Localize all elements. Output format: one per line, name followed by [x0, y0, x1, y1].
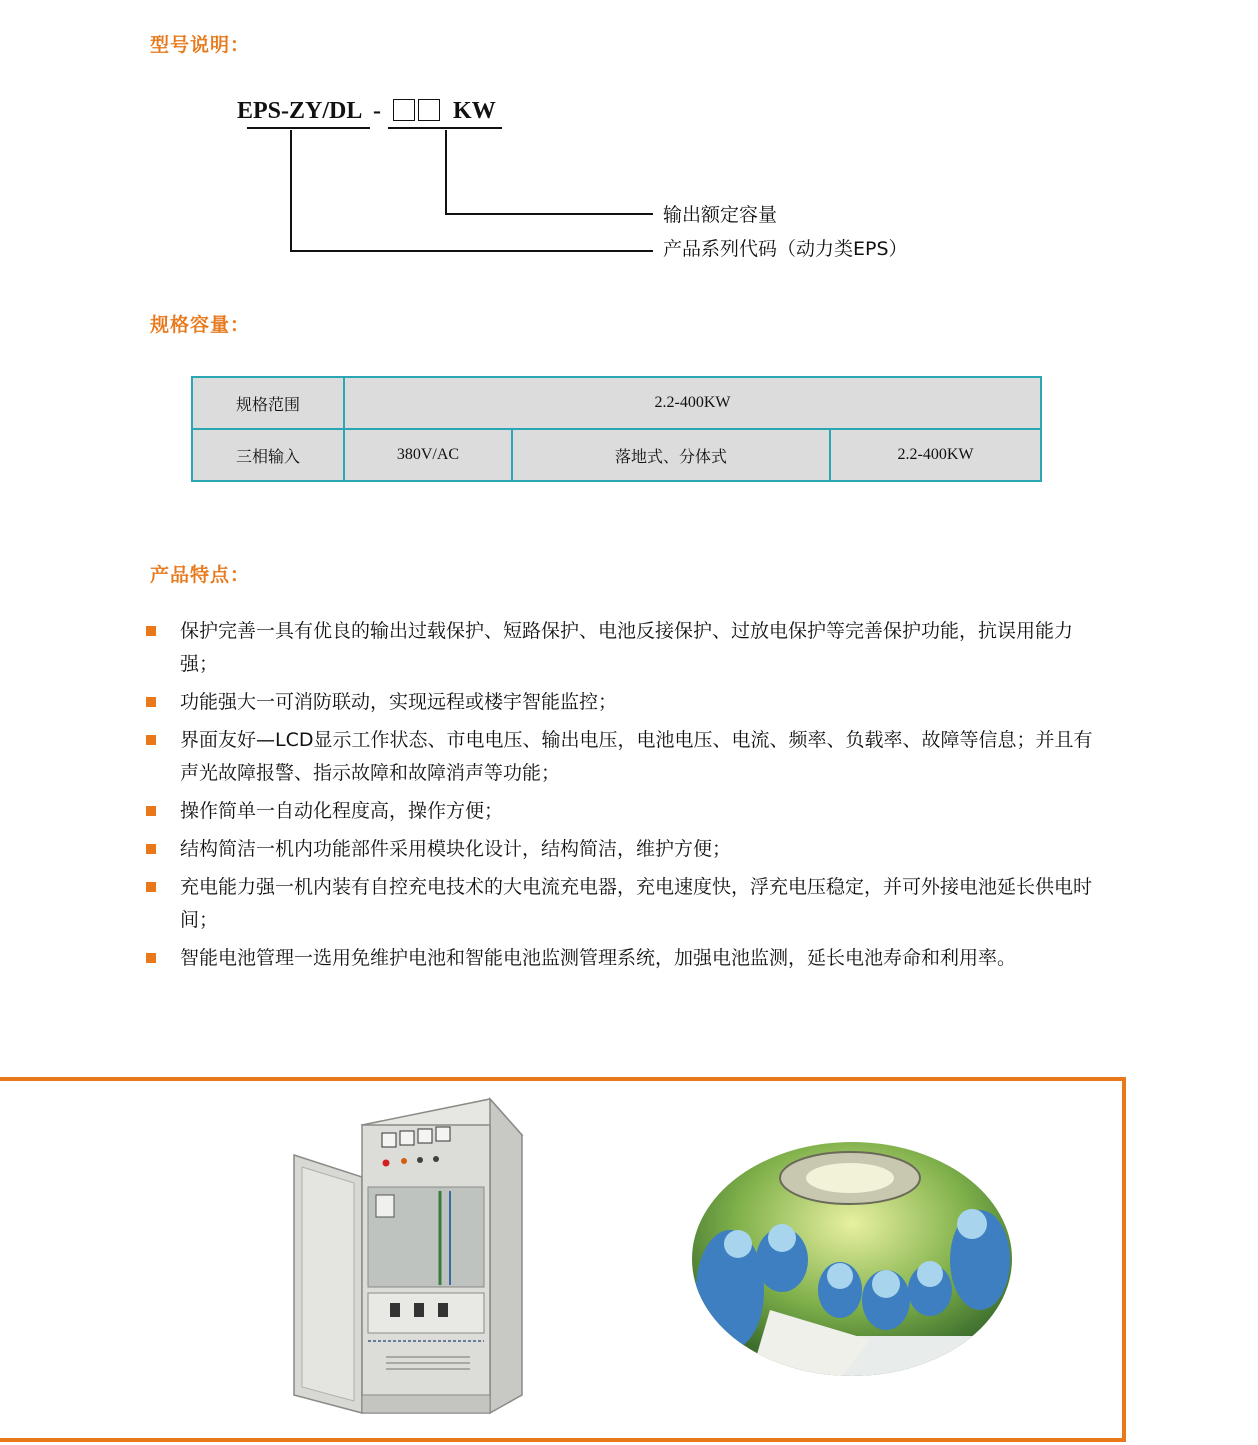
callout-line-series-h: [290, 250, 653, 252]
list-item: 保护完善一具有优良的输出过载保护、短路保护、电池反接保护、过放电保护等完善保护功能，抗误用能力强；: [146, 615, 1106, 681]
code-underline-capacity: [388, 127, 502, 129]
spec-install: 落地式、分体式: [512, 429, 830, 481]
square-bullet-icon: [146, 697, 156, 707]
list-item: 充电能力强一机内装有自控充电技术的大电流充电器，充电速度快，浮充电压稳定，并可外接电池延长供电时间；: [146, 871, 1106, 937]
spec-range-value: 2.2-400KW: [344, 377, 1041, 429]
square-bullet-icon: [146, 882, 156, 892]
spec-phase-label: 三相输入: [192, 429, 344, 481]
model-code-dash: -: [373, 98, 382, 124]
model-code-unit: KW: [453, 98, 496, 124]
list-item: 智能电池管理一选用免维护电池和智能电池监测管理系统，加强电池监测，延长电池寿命和利用率。: [146, 942, 1106, 975]
section-title-features: 产品特点：: [150, 564, 251, 586]
square-bullet-icon: [146, 626, 156, 636]
eps-cabinet-image: [290, 1095, 530, 1415]
square-bullet-icon: [146, 806, 156, 816]
spec-phase-range: 2.2-400KW: [830, 429, 1041, 481]
table-row: [192, 429, 1041, 481]
capacity-digit-box: [393, 99, 415, 121]
callout-line-capacity-h: [445, 213, 653, 215]
list-item: 界面友好—LCD显示工作状态、市电电压、输出电压，电池电压、电流、频率、负载率、故障等信息；并且有声光故障报警、指示故障和故障消声等功能；: [146, 724, 1106, 790]
surgery-photo: [690, 1140, 1015, 1378]
capacity-digit-box: [418, 99, 440, 121]
model-code: [237, 98, 496, 125]
list-item: 操作简单一自动化程度高，操作方便；: [146, 795, 1106, 828]
callout-capacity: 输出额定容量: [663, 204, 778, 226]
square-bullet-icon: [146, 844, 156, 854]
table-row: [192, 377, 1041, 429]
callout-line-series-v: [290, 130, 292, 251]
code-underline-prefix: [247, 127, 370, 129]
section-title-spec: 规格容量：: [150, 314, 251, 336]
section-title-model: 型号说明：: [150, 34, 251, 56]
callout-series-code: 产品系列代码（动力类EPS）: [663, 238, 908, 260]
list-item: 功能强大一可消防联动，实现远程或楼宇智能监控；: [146, 686, 1106, 719]
spec-table: [191, 376, 1042, 482]
square-bullet-icon: [146, 953, 156, 963]
spec-voltage: 380V/AC: [344, 429, 512, 481]
model-code-prefix: EPS-ZY/DL: [237, 98, 362, 124]
square-bullet-icon: [146, 735, 156, 745]
feature-list: [146, 615, 1106, 980]
callout-line-capacity-v: [445, 130, 447, 214]
spec-range-label: 规格范围: [192, 377, 344, 429]
list-item: 结构简洁一机内功能部件采用模块化设计，结构简洁，维护方便；: [146, 833, 1106, 866]
